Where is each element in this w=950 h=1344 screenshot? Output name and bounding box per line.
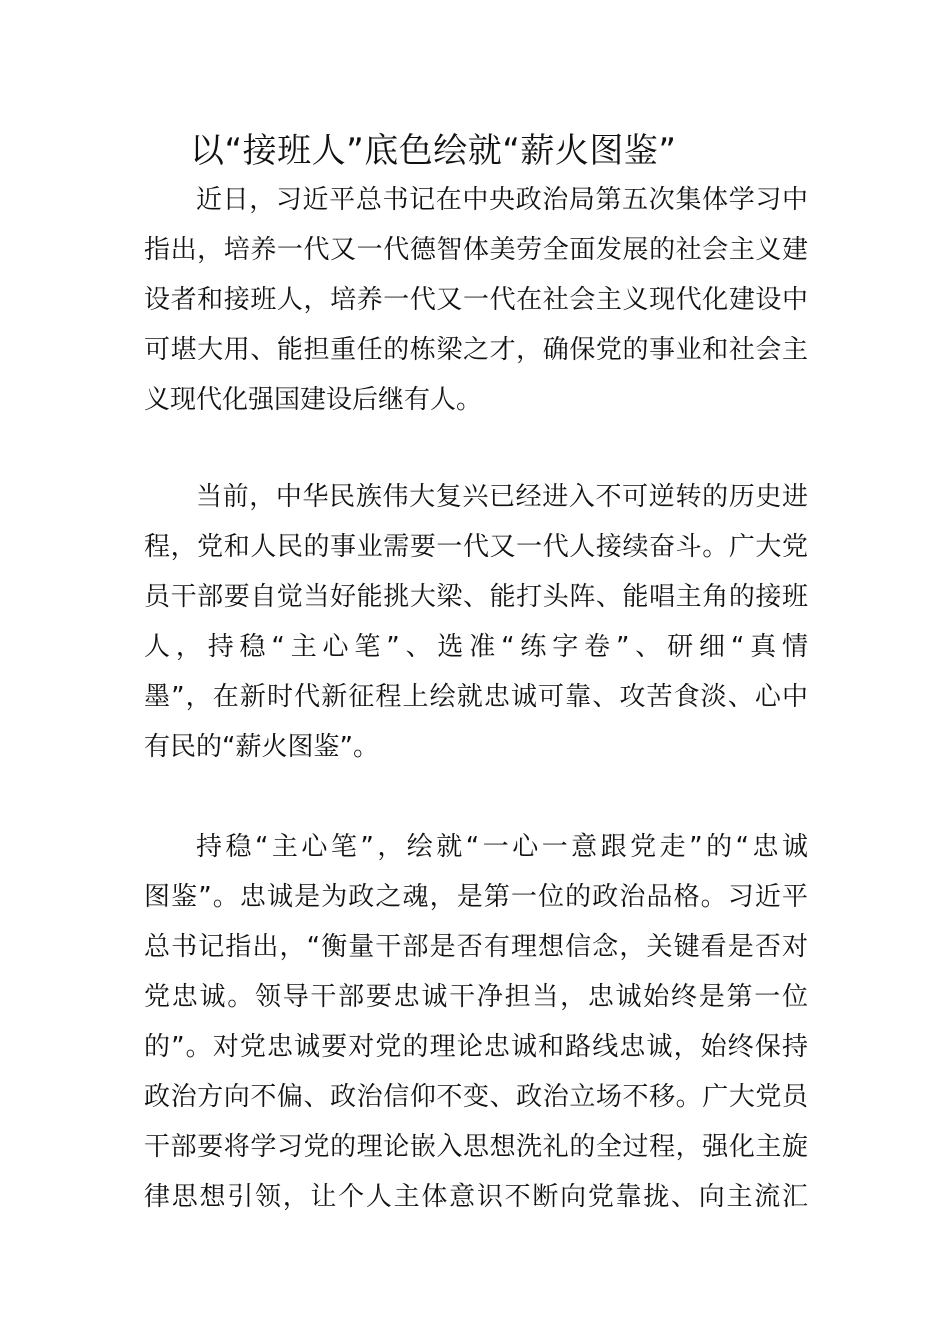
- paragraph-line: 设者和接班人，培养一代又一代在社会主义现代化建设中: [144, 285, 808, 315]
- paragraph-1: [144, 175, 808, 425]
- paragraph-line: 律思想引领，让个人主体意识不断向党靠拢、向主流汇: [144, 1182, 808, 1212]
- paragraph-3: [144, 822, 808, 1222]
- paragraph-line: 指出，培养一代又一代德智体美劳全面发展的社会主义建: [144, 235, 808, 265]
- paragraph-line: 干部要将学习党的理论嵌入思想洗礼的全过程，强化主旋: [144, 1132, 808, 1162]
- paragraph-line: 的”。对党忠诚要对党的理论忠诚和路线忠诚，始终保持: [144, 1032, 808, 1062]
- paragraph-line: 总书记指出，“衡量干部是否有理想信念，关键看是否对: [144, 932, 808, 962]
- paragraph-line: 党忠诚。领导干部要忠诚干净担当，忠诚始终是第一位: [144, 982, 808, 1012]
- paragraph-line: 义现代化强国建设后继有人。: [144, 385, 483, 415]
- paragraph-line: 持稳“主心笔”，绘就“一心一意跟党走”的“忠诚: [196, 832, 808, 862]
- paragraph-line: 政治方向不偏、政治信仰不变、政治立场不移。广大党员: [144, 1082, 808, 1112]
- paragraph-line: 程，党和人民的事业需要一代又一代人接续奋斗。广大党: [144, 532, 808, 562]
- paragraph-line: 可堪大用、能担重任的栋梁之才，确保党的事业和社会主: [144, 335, 808, 365]
- paragraph-line: 图鉴”。忠诚是为政之魂，是第一位的政治品格。习近平: [144, 882, 808, 912]
- paragraph-line: 有民的“薪火图鉴”。: [144, 732, 379, 762]
- paragraph-line: 员干部要自觉当好能挑大梁、能打头阵、能唱主角的接班: [144, 582, 808, 612]
- paragraph-line: 人，持稳“主心笔”、选准“练字卷”、研细“真情: [144, 632, 808, 662]
- paragraph-2: [144, 472, 808, 772]
- paragraph-line: 墨”，在新时代新征程上绘就忠诚可靠、攻苦食淡、心中: [144, 682, 808, 712]
- document-title: 以“接班人”底色绘就“薪火图鉴”: [190, 131, 677, 171]
- paragraph-line: 近日，习近平总书记在中央政治局第五次集体学习中: [196, 185, 808, 215]
- paragraph-line: 当前，中华民族伟大复兴已经进入不可逆转的历史进: [196, 482, 808, 512]
